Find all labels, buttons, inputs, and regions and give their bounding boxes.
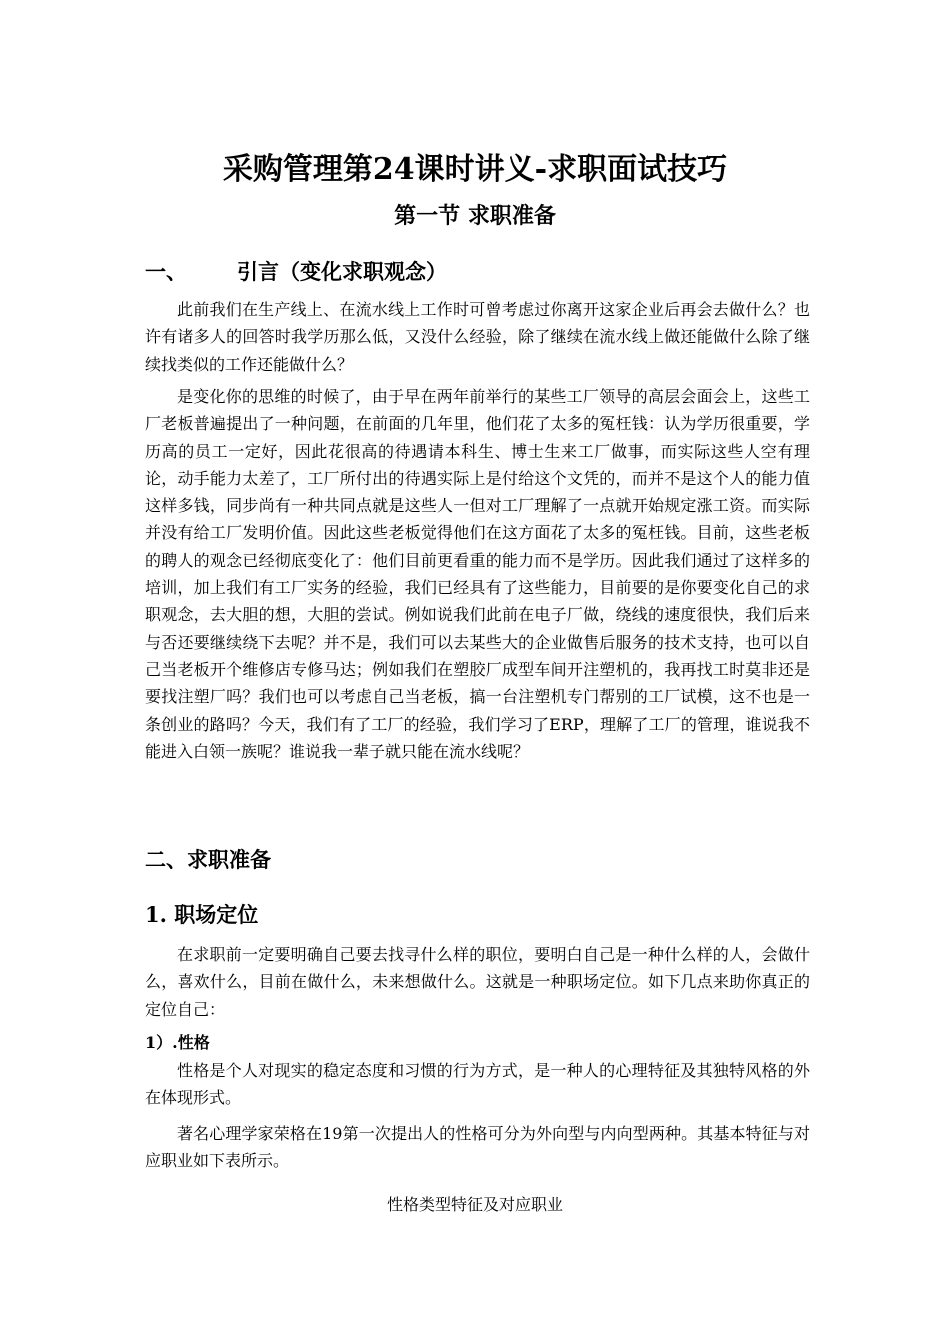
intro-heading	[145, 256, 447, 286]
personality-paragraph-1: 性格是个人对现实的稳定态度和习惯的行为方式，是一种人的心理特征及其独特风格的外在体现形式。	[145, 1061, 810, 1108]
intro-paragraph-1: 此前我们在生产线上、在流水线上工作时可曾考虑过你离开这家企业后再会去做什么？也许有诸多人的回答时我学历那么低，又没什么经验，除了继续在流水线上做还能做什么除了继续找类似的工作还能做什么？	[145, 300, 810, 374]
personality-heading: 1）.性格	[145, 1033, 210, 1052]
prep-heading: 二、求职准备	[145, 847, 271, 872]
career-paragraph: 在求职前一定要明确自己要去找寻什么样的职位，要明白自己是一种什么样的人，会做什么，喜欢什么，目前在做什么，未来想做什么。这就是一种职场定位。如下几点来助你真正的定位自己：	[145, 945, 810, 1019]
table-caption: 性格类型特征及对应职业	[386, 1195, 563, 1214]
intro-heading-text: 引言（变化求职观念）	[237, 259, 447, 284]
intro-heading-number: 一、	[145, 259, 187, 284]
section-title: 第一节 求职准备	[394, 203, 556, 229]
intro-paragraph-2: 是变化你的思维的时候了，由于早在两年前举行的某些工厂领导的高层会面会上，这些工厂老板普遍提出了一种问题，在前面的几年里，他们花了太多的冤枉钱：认为学历很重要，学历高的员工一定好，因此花很高的待遇请本科生、博士生来工厂做事，而实际这些人空有理论，动手能力太差了，工厂所付出的待遇实际上是付给这个文凭的，而并不是这个人的能力值这样多钱，同步尚有一种共同点就是这些人一但对工厂理解了一点就开始规定涨工资。而实际并没有给工厂发明价值。因此这些老板觉得他们在这方面花了太多的冤枉钱。目前，这些老板的聘人的观念已经彻底变化了：他们目前更看重的能力而不是学历。因此我们通过了这样多的培训，加上我们有工厂实务的经验，我们已经具有了这些能力，目前要的是你要变化自己的求职观念，去大胆的想，大胆的尝试。例如说我们此前在电子厂做，绕线的速度很快，我们后来与否还要继续绕下去呢？并不是，我们可以去某些大的企业做售后服务的技术支持，也可以自己当老板开个维修店专修马达；例如我们在塑胶厂成型车间开注塑机的，我再找工时莫非还是要找注塑厂吗？我们也可以考虑自己当老板，搞一台注塑机专门帮别的工厂试模，这不也是一条创业的路吗？今天，我们有了工厂的经验，我们学习了ERP，理解了工厂的管理，谁说我不能进入白领一族呢？谁说我一辈子就只能在流水线呢？	[145, 387, 810, 761]
personality-paragraph-2: 著名心理学家荣格在19第一次提出人的性格可分为外向型与内向型两种。其基本特征与对应职业如下表所示。	[145, 1124, 810, 1171]
document-title: 采购管理第24课时讲义-求职面试技巧	[222, 152, 728, 187]
career-heading: 1. 职场定位	[145, 902, 259, 927]
